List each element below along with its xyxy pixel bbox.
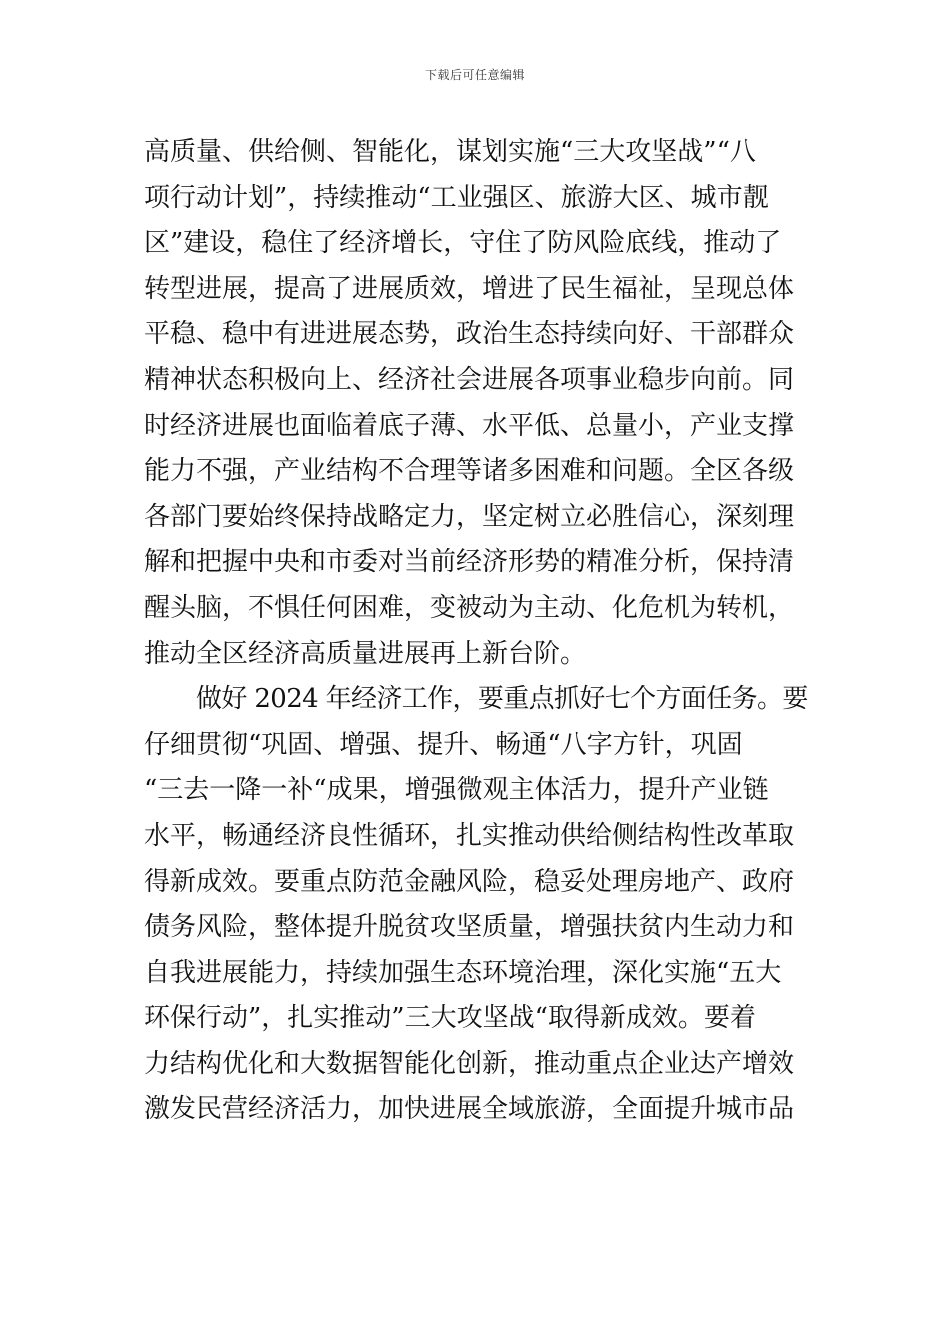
text-line: 能力不强，产业结构不合理等诸多困难和问题。全区各级 [144, 456, 795, 487]
text-line: 推动全区经济高质量进展再上新台阶。 [144, 638, 587, 669]
text-line: 激发民营经济活力，加快进展全域旅游，全面提升城市品 [144, 1094, 795, 1125]
text-line: 做好 2024 年经济工作，要重点抓好七个方面任务。要 [196, 684, 808, 715]
text-line: 债务风险，整体提升脱贫攻坚质量，增强扶贫内生动力和 [144, 912, 795, 943]
download-note: 下载后可任意编辑 [424, 68, 525, 82]
text-line: 项行动计划”，持续推动“工业强区、旅游大区、城市靓 [144, 182, 769, 213]
text-line: 各部门要始终保持战略定力，坚定树立必胜信心，深刻理 [144, 501, 795, 532]
text-line: 自我进展能力，持续加强生态环境治理，深化实施“五大 [144, 957, 782, 988]
text-line: 解和把握中央和市委对当前经济形势的精准分析，保持清 [144, 547, 795, 578]
text-line: 转型进展，提高了进展质效，增进了民生福祉，呈现总体 [144, 273, 795, 304]
text-line: “三去一降一补“成果，增强微观主体活力，提升产业链 [144, 775, 769, 806]
text-line: 力结构优化和大数据智能化创新，推动重点企业达产增效 [144, 1048, 795, 1079]
text-line: 精神状态积极向上、经济社会进展各项事业稳步向前。同 [144, 364, 795, 395]
text-line: 时经济进展也面临着底子薄、水平低、总量小，产业支撑 [144, 410, 795, 441]
text-line: 区”建设，稳住了经济增长，守住了防风险底线，推动了 [144, 228, 782, 259]
body-text [144, 130, 808, 1133]
text-line: 高质量、供给侧、智能化，谋划实施“三大攻坚战”“八 [144, 137, 756, 167]
text-line: 醒头脑，不惧任何困难，变被动为主动、化危机为转机， [144, 592, 795, 623]
text-line: 得新成效。要重点防范金融风险，稳妥处理房地产、政府 [144, 866, 795, 897]
paragraph-1 [144, 130, 808, 677]
text-line: 水平，畅通经济良性循环，扎实推动供给侧结构性改革取 [144, 820, 795, 851]
text-line: 平稳、稳中有进进展态势，政治生态持续向好、干部群众 [144, 319, 795, 350]
text-line: 仔细贯彻“巩固、增强、提升、畅通“八字方针，巩固 [144, 729, 743, 760]
paragraph-2 [144, 677, 808, 1133]
text-line: 环保行动”，扎实推动”三大攻坚战“取得新成效。要着 [144, 1003, 756, 1034]
